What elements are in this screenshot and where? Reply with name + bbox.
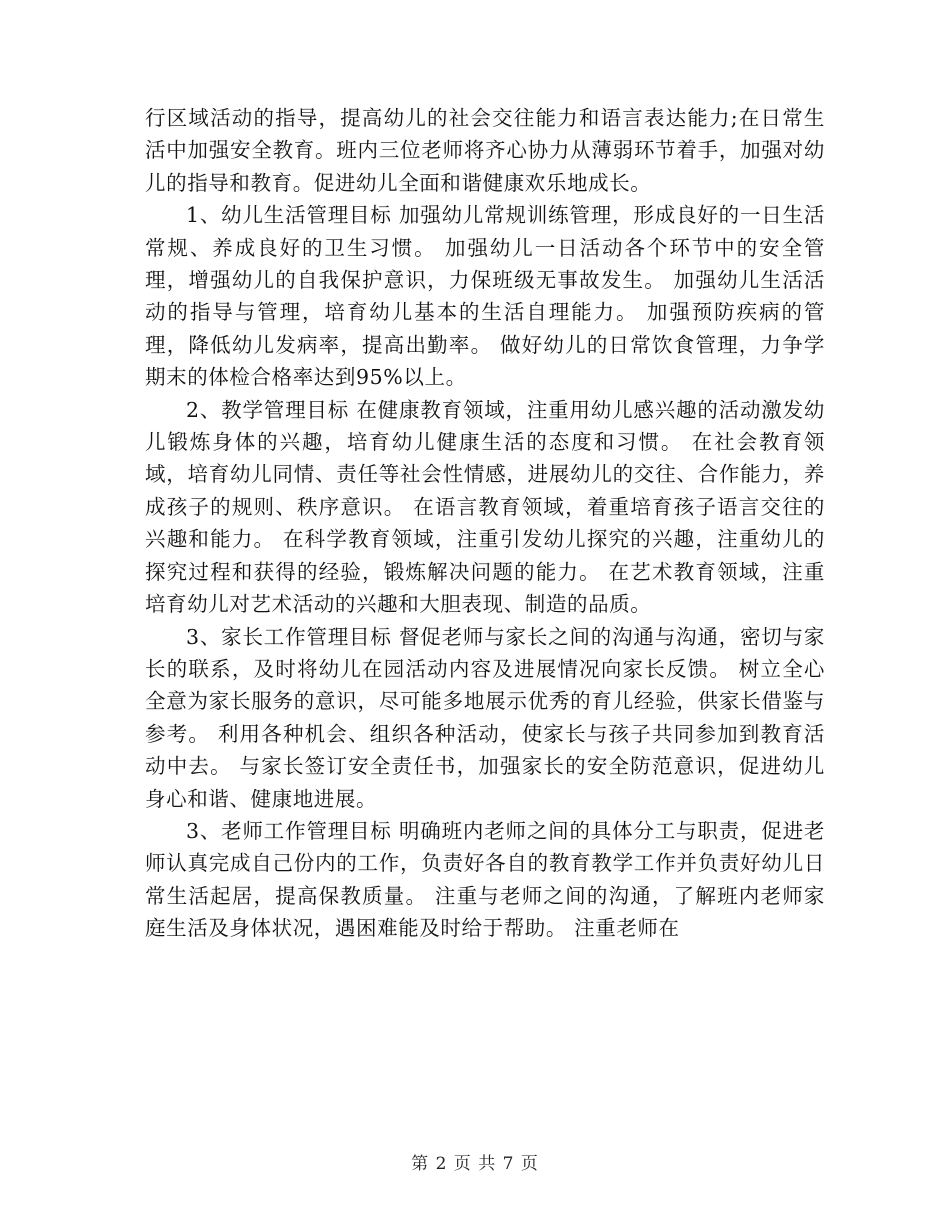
paragraph-parent-work: 3、家长工作管理目标 督促老师与家长之间的沟通与沟通，密切与家长的联系，及时将幼儿在园活动内容及进展情况向家长反馈。 树立全心全意为家长服务的意识，尽可能多地展示优秀的育儿经验，供家长借鉴与参考。 利用各种机会、组织各种活动，使家长与孩子共同参加到教育活动中去。 与家长签订安全责任书，加强家长的安全防范意识，促进幼儿身心和谐、健康地进展。: [145, 624, 825, 811]
page-footer: 第 2 页 共 7 页: [411, 1154, 539, 1174]
paragraph-teaching-management: 2、教学管理目标 在健康教育领域，注重用幼儿感兴趣的活动激发幼儿锻炼身体的兴趣，培育幼儿健康生活的态度和习惯。 在社会教育领域，培育幼儿同情、责任等社会性情感，进展幼儿的交往、合作能力，养成孩子的规则、秩序意识。 在语言教育领域，着重培育孩子语言交往的兴趣和能力。 在科学教育领域，注重引发幼儿探究的兴趣，注重幼儿的探究过程和获得的经验，锻炼解决问题的能力。 在艺术教育领域，注重培育幼儿对艺术活动的兴趣和大胆表现、制造的品质。: [145, 397, 825, 617]
paragraph-continuation: 行区域活动的指导，提高幼儿的社会交往能力和语言表达能力;在日常生活中加强安全教育。班内三位老师将齐心协力从薄弱环节着手，加强对幼儿的指导和教育。促进幼儿全面和谐健康欢乐地成长。: [145, 106, 825, 195]
paragraph-life-management: 1、幼儿生活管理目标 加强幼儿常规训练管理，形成良好的一日生活常规、养成良好的卫生习惯。 加强幼儿一日活动各个环节中的安全管理，增强幼儿的自我保护意识，力保班级无事故发生。 加强幼儿生活活动的指导与管理，培育幼儿基本的生活自理能力。 加强预防疾病的管理，降低幼儿发病率，提高出勤率。 做好幼儿的日常饮食管理，力争学期末的体检合格率达到95%以上。: [145, 203, 825, 390]
document-body: [145, 102, 825, 945]
paragraph-teacher-work: 3、老师工作管理目标 明确班内老师之间的具体分工与职责，促进老师认真完成自己份内的工作，负责好各自的教育教学工作并负责好幼儿日常生活起居，提高保教质量。 注重与老师之间的沟通，了解班内老师家庭生活及身体状况，遇困难能及时给于帮助。 注重老师在: [145, 818, 825, 941]
